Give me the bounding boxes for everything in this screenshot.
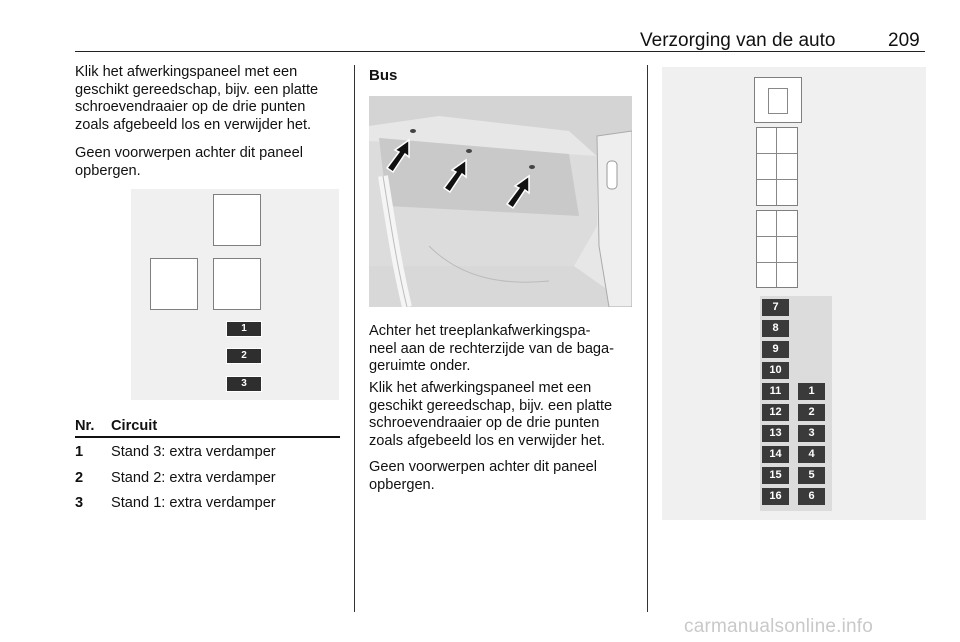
relay-slot bbox=[754, 77, 802, 123]
fuse-box-figure-small bbox=[131, 189, 339, 400]
fuse-number-label: 6 bbox=[798, 488, 825, 505]
fuse-number-label: 7 bbox=[762, 299, 789, 316]
fuse-number-label: 2 bbox=[798, 404, 825, 421]
table-row-nr: 3 bbox=[75, 495, 84, 511]
fuse-number-label: 14 bbox=[762, 446, 789, 463]
fuse-number-label: 13 bbox=[762, 425, 789, 442]
fuse-label-3: 3 bbox=[226, 376, 262, 392]
page-header-title: Verzorging van de auto bbox=[640, 30, 836, 51]
fuse-slot bbox=[213, 258, 261, 310]
fuse-slot bbox=[213, 194, 261, 246]
table-header-nr: Nr. bbox=[75, 418, 95, 434]
fuse-box-figure-large bbox=[662, 67, 926, 520]
fuse-number-label: 16 bbox=[762, 488, 789, 505]
fuse-number-label: 9 bbox=[762, 341, 789, 358]
fuse-number-label: 4 bbox=[798, 446, 825, 463]
column-divider-left bbox=[354, 65, 355, 612]
table-row-circuit: Stand 3: extra verdamper bbox=[111, 444, 276, 460]
fuse-number-label: 1 bbox=[798, 383, 825, 400]
middle-paragraph-2: Klik het afwerkingspaneel met een geschikt gereedschap, bijv. een platte schroevendraaier op de drie punten zoals afgebeeld los en verwijder het. bbox=[369, 380, 613, 449]
fuse-number-label: 12 bbox=[762, 404, 789, 421]
middle-paragraph-1: Achter het treeplankafwerkingspa- neel aan de rechterzijde van de baga- geruimte onder. bbox=[369, 323, 615, 374]
table-row-circuit: Stand 2: extra verdamper bbox=[111, 470, 276, 486]
column-divider-right bbox=[647, 65, 648, 612]
fuse-number-label: 8 bbox=[762, 320, 789, 337]
middle-paragraph-3: Geen voorwerpen achter dit paneel opbergen. bbox=[369, 459, 597, 493]
fuse-number-label: 11 bbox=[762, 383, 789, 400]
fuse-block-upper bbox=[756, 127, 798, 206]
fuse-number-label: 15 bbox=[762, 467, 789, 484]
fuse-slot bbox=[150, 258, 198, 310]
fuse-number-label: 3 bbox=[798, 425, 825, 442]
luggage-compartment-illustration bbox=[369, 96, 632, 307]
table-row-nr: 2 bbox=[75, 470, 84, 486]
table-row-circuit: Stand 1: extra verdamper bbox=[111, 495, 276, 511]
fuse-number-label: 10 bbox=[762, 362, 789, 379]
fuse-number-block bbox=[760, 296, 832, 511]
fuse-number-label: 5 bbox=[798, 467, 825, 484]
table-header-circuit: Circuit bbox=[111, 418, 158, 434]
page-number: 209 bbox=[888, 30, 920, 51]
fuse-label-2: 2 bbox=[226, 348, 262, 364]
section-heading-bus: Bus bbox=[369, 67, 398, 84]
left-paragraph-2: Geen voorwerpen achter dit paneel opbergen. bbox=[75, 145, 303, 179]
fuse-label-1: 1 bbox=[226, 321, 262, 337]
table-header-rule bbox=[75, 436, 340, 438]
fuse-block-lower bbox=[756, 210, 798, 288]
header-divider bbox=[75, 51, 925, 52]
table-row-nr: 1 bbox=[75, 444, 84, 460]
watermark: carmanualsonline.info bbox=[684, 616, 874, 637]
left-paragraph-1: Klik het afwerkingspaneel met een geschikt gereedschap, bijv. een platte schroevendraaier op de drie punten zoals afgebeeld los en verwijder het. bbox=[75, 64, 319, 133]
